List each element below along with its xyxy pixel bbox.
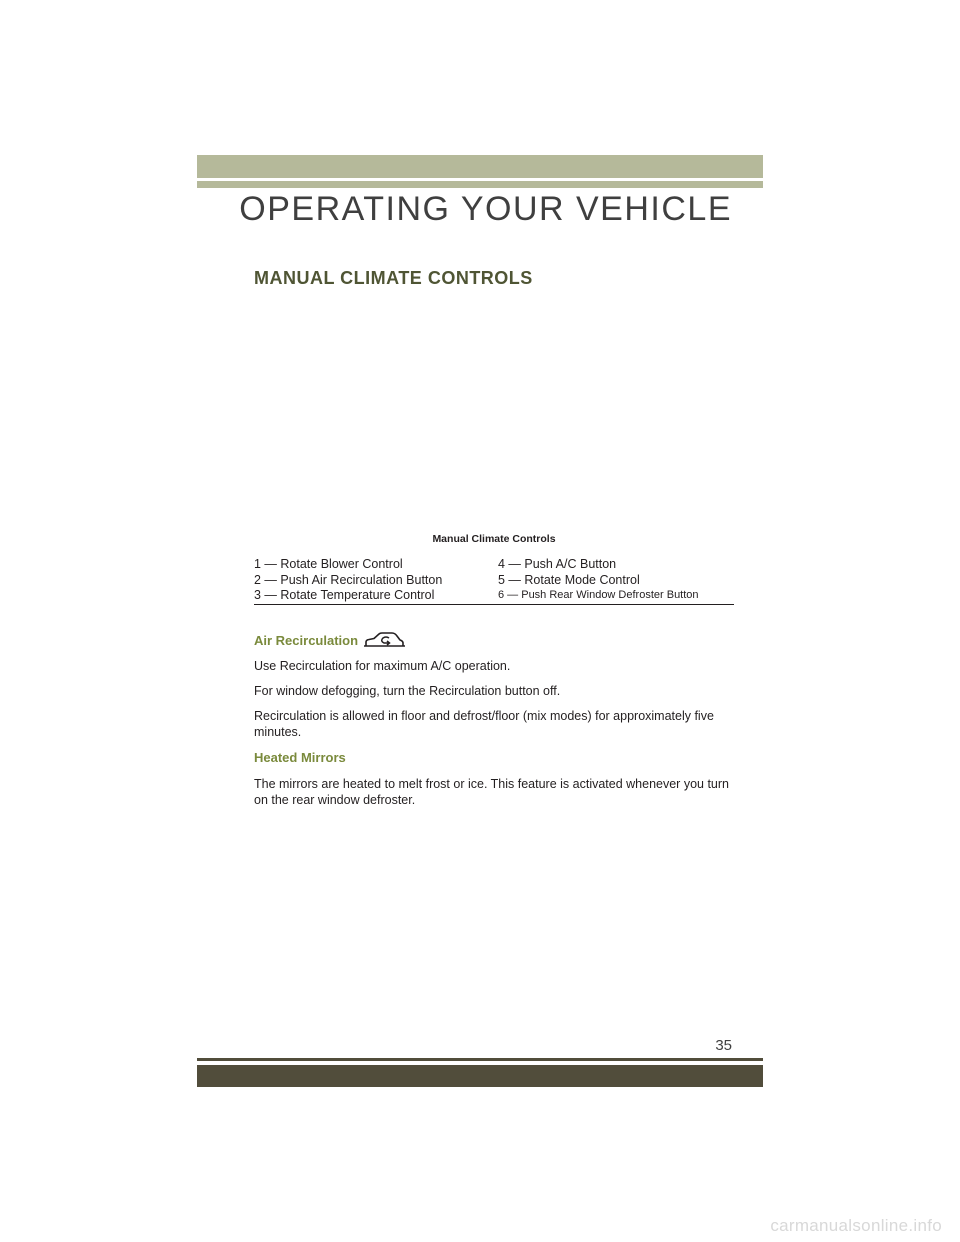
watermark: carmanualsonline.info [770,1216,942,1235]
section-heading: MANUAL CLIMATE CONTROLS [254,268,533,288]
air-recirculation-heading-row [254,630,406,650]
figure-image-area [254,300,734,525]
page-number: 35 [715,1037,732,1054]
legend-item-3: 3 — Rotate Temperature Control [254,588,435,602]
heated-mirrors-paragraph: The mirrors are heated to melt frost or ice. This feature is activated whenever you turn on the rear window defroster. [254,777,729,807]
header-rule [197,181,763,188]
legend-divider [254,604,734,605]
legend-item-4: 4 — Push A/C Button [498,557,617,571]
legend-item-2: 2 — Push Air Recirculation Button [254,572,443,587]
air-recirculation-heading: Air Recirculation [254,632,359,648]
air-recirculation-paragraph-1: Use Recirculation for maximum A/C operation. [254,659,511,673]
figure-caption: Manual Climate Controls [432,533,556,545]
air-recirculation-paragraph-2: For window defogging, turn the Recirculation button off. [254,684,561,698]
figure-legend [254,557,734,603]
recirculation-icon [362,630,406,650]
header-band [197,155,763,178]
footer-rule [197,1058,763,1061]
heated-mirrors-heading: Heated Mirrors [254,750,346,765]
chapter-title: OPERATING YOUR VEHICLE [239,190,732,228]
air-recirculation-paragraph-3: Recirculation is allowed in floor and defrost/floor (mix modes) for approximately five minutes. [254,709,714,739]
legend-item-1: 1 — Rotate Blower Control [254,557,403,571]
legend-item-5: 5 — Rotate Mode Control [498,572,640,587]
footer-band [197,1065,763,1087]
legend-item-6: 6 — Push Rear Window Defroster Button [498,589,699,601]
